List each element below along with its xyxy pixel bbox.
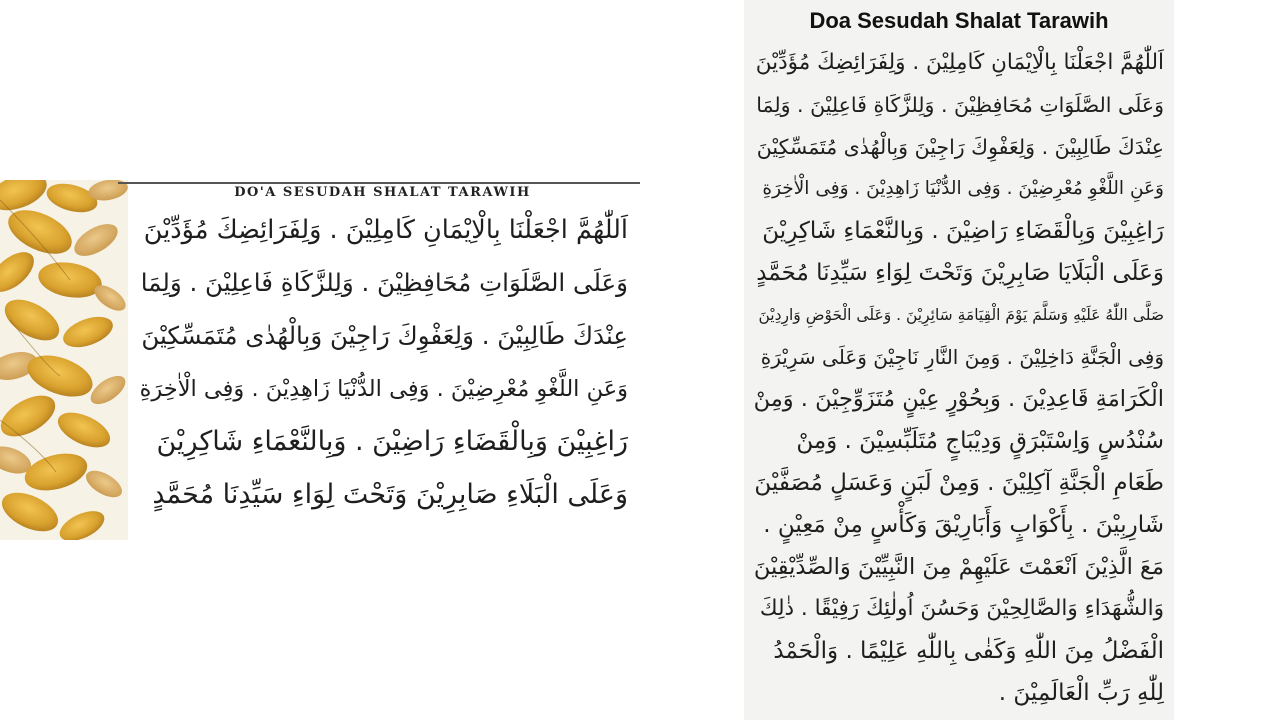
prayer-line: عِنْدَكَ طَالِبِيْنَ . وَلِعَفْوِكَ رَاجِيْنَ وَبِالْهُدٰى مُتَمَسِّكِيْنَ <box>756 135 1164 159</box>
prayer-line: وَعَنِ اللَّغْوِ مُعْرِضِيْنَ . وَفِى الدُّنْيَا زَاهِدِيْنَ . وَفِى الْاٰخِرَةِ <box>139 376 628 402</box>
prayer-line: شَارِبِيْنَ . بِأَكْوَابٍ وَأَبَارِيْقَ وَكَأْسٍ مِنْ مَعِيْنٍ . <box>763 512 1164 538</box>
left-prayer-scan <box>0 180 640 540</box>
prayer-line: وَفِى الْجَنَّةِ دَاخِلِيْنَ . وَمِنَ النَّارِ نَاجِيْنَ وَعَلَى سَرِيْرَةِ <box>760 345 1164 369</box>
prayer-line: طَعَامِ الْجَنَّةِ آكِلِيْنَ . وَمِنْ لَبَنٍ وَعَسَلٍ مُصَفَّيْنَ <box>754 470 1164 496</box>
prayer-line: رَاغِبِيْنَ وَبِالْقَضَاءِ رَاضِيْنَ . وَبِالنَّعْمَاءِ شَاكِرِيْنَ <box>156 426 628 457</box>
title-rule <box>118 182 640 184</box>
prayer-line: وَعَلَى الصَّلَوَاتِ مُحَافِظِيْنَ . وَلِلزَّكَاةِ فَاعِلِيْنَ . وَلِمَا <box>756 93 1164 117</box>
prayer-line: لِلّٰهِ رَبِّ الْعَالَمِيْنَ . <box>998 680 1164 706</box>
prayer-line: اَللّٰهُمَّ اجْعَلْنَا بِالْاِيْمَانِ كَامِلِيْنَ . وَلِفَرَائِضِكَ مُؤَدِّيْنَ <box>755 50 1164 75</box>
prayer-line: الْكَرَامَةِ قَاعِدِيْنَ . وَبِحُوْرٍ عِيْنٍ مُتَزَوِّجِيْنَ . وَمِنْ <box>753 386 1164 412</box>
prayer-line: وَعَلَى الْبَلَايَا صَابِرِيْنَ وَتَحْتَ لِوَاءِ سَيِّدِنَا مُحَمَّدٍ <box>756 260 1164 286</box>
prayer-line: عِنْدَكَ طَالِبِيْنَ . وَلِعَفْوِكَ رَاجِيْنَ وَبِالْهُدٰى مُتَمَسِّكِيْنَ <box>141 321 628 350</box>
left-prayer-title: DO'A SESUDAH SHALAT TARAWIH <box>234 185 531 200</box>
autumn-leaves-decoration <box>0 180 128 540</box>
prayer-line: وَعَنِ اللَّغْوِ مُعْرِضِيْنَ . وَفِى الدُّنْيَا زَاهِدِيْنَ . وَفِى الْاٰخِرَةِ <box>762 178 1164 199</box>
prayer-line: رَاغِبِيْنَ وَبِالْقَضَاءِ رَاضِيْنَ . وَبِالنَّعْمَاءِ شَاكِرِيْنَ <box>762 218 1164 244</box>
prayer-line: الْفَضْلُ مِنَ اللّٰهِ وَكَفٰى بِاللّٰهِ عَلِيْمًا . وَالْحَمْدُ <box>773 638 1164 664</box>
prayer-line: وَعَلَى الْبَلَاءِ صَابِرِيْنَ وَتَحْتَ لِوَاءِ سَيِّدِنَا مُحَمَّدٍ <box>152 479 628 510</box>
prayer-line: سُنْدُسٍ وَاِسْتَبْرَقٍ وَدِيْبَاجٍ مُتَلَبِّسِيْنَ . وَمِنْ <box>796 428 1164 454</box>
leaves-illustration <box>0 180 128 540</box>
prayer-line: صَلَّى اللّٰهُ عَلَيْهِ وَسَلَّمَ يَوْمَ الْقِيَامَةِ سَائِرِيْنَ . وَعَلَى الْحَوْضِ وَارِدِيْنَ <box>758 306 1164 324</box>
right-prayer-title: Doa Sesudah Shalat Tarawih <box>809 8 1109 33</box>
prayer-line: وَعَلَى الصَّلَوَاتِ مُحَافِظِيْنَ . وَلِلزَّكَاةِ فَاعِلِيْنَ . وَلِمَا <box>140 268 628 297</box>
right-prayer-scan <box>744 0 1174 720</box>
prayer-line: مَعَ الَّذِيْنَ اَنْعَمْتَ عَلَيْهِمْ مِنَ النَّبِيِّيْنَ وَالصِّدِّيْقِيْنَ <box>753 554 1164 580</box>
prayer-line: اَللّٰهُمَّ اجْعَلْنَا بِالْاِيْمَانِ كَامِلِيْنَ . وَلِفَرَائِضِكَ مُؤَدِّيْنَ <box>143 215 628 245</box>
prayer-line: وَالشُّهَدَاءِ وَالصَّالِحِيْنَ وَحَسُنَ اُولٰئِكَ رَفِيْقًا . ذٰلِكَ <box>759 596 1164 621</box>
